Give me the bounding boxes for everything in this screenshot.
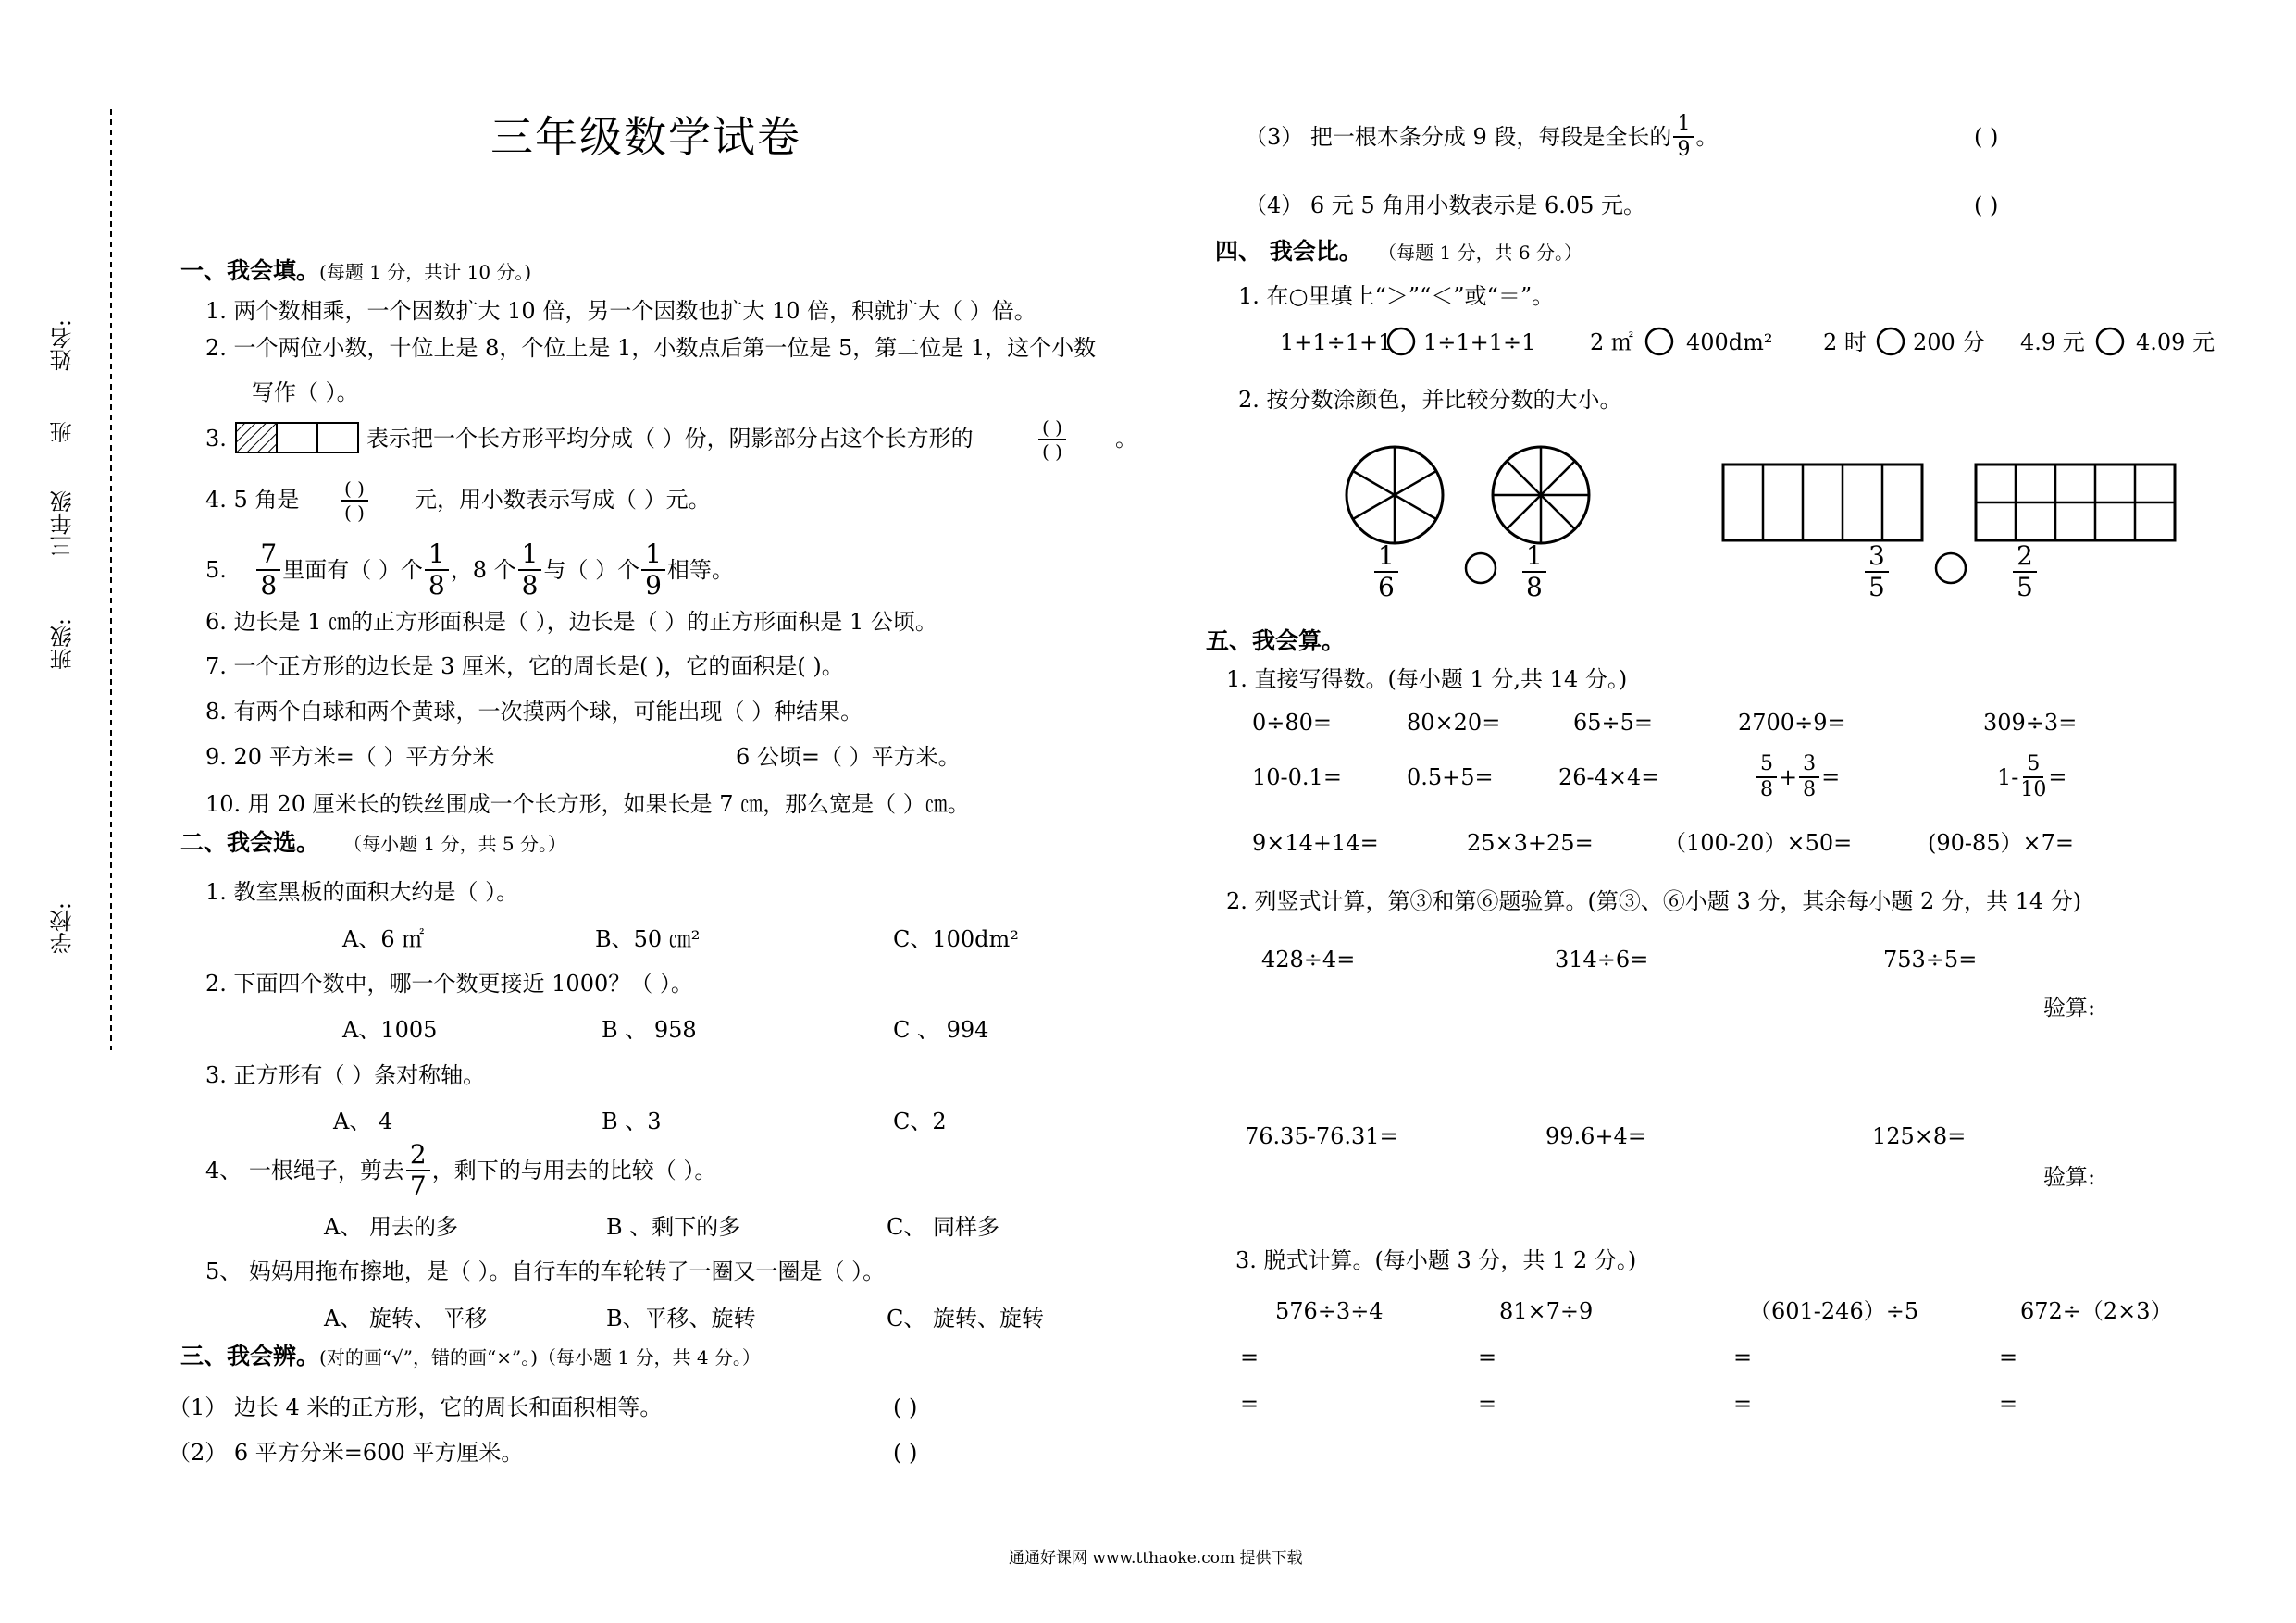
section-1-title: 一、我会填。 — [180, 257, 320, 284]
s5-q1: 1. 直接写得数。(每小题 1 分,共 14 分。) — [1226, 666, 1628, 692]
s1-q2a: 2. 一个两位小数，十位上是 8，个位上是 1，小数点后第一位是 5，第二位是 1，这个小数 — [205, 335, 1097, 361]
s5-r1-3: 2700÷9= — [1738, 710, 1846, 736]
section-1-note: (每题 1 分，共计 10 分。) — [319, 261, 532, 283]
section-2-heading — [180, 831, 566, 854]
section-4-note: （每题 1 分，共 6 分。） — [1378, 242, 1583, 264]
s5-eq-3a: = — [1733, 1344, 1753, 1370]
s5-eq-2a: = — [1478, 1344, 1497, 1370]
s5-eq-4b: = — [1999, 1391, 2018, 1417]
section-3-title: 三、我会辨。 — [180, 1343, 320, 1369]
s5-r2-1: 0.5+5= — [1407, 764, 1494, 790]
s1-q2b: 写作（ ）。 — [252, 379, 359, 405]
s1-q5: 5. 7 8 里面有（ ）个 1 8 ，8 个 1 8 与（ ）个 1 9 相等。 — [205, 539, 734, 601]
s5-v1-2: 753÷5= — [1883, 947, 1978, 973]
s4-q1: 1. 在○里填上“＞”“＜”或“＝”。 — [1238, 283, 1555, 309]
s5-t-0: 576÷3÷4 — [1275, 1298, 1384, 1324]
s1-q6: 6. 边长是 1 ㎝的正方形面积是（ ），边长是（ ）的正方形面积是 1 公顷。 — [205, 609, 937, 635]
s5-r3-2: （100-20）×50= — [1664, 830, 1853, 856]
s1-q1: 1. 两个数相乘，一个因数扩大 10 倍，另一个因数也扩大 10 倍，积就扩大（ ）倍。 — [205, 298, 1036, 324]
s3-q3-paren: ( ) — [1974, 124, 1999, 150]
s1-q3-num: 3. — [205, 426, 227, 452]
s5-r1-0: 0÷80= — [1252, 710, 1333, 736]
section-2-note: （每小题 1 分，共 5 分。） — [343, 833, 567, 855]
s3-q4-paren: ( ) — [1974, 192, 1999, 218]
s5-r3-1: 25×3+25= — [1467, 830, 1594, 856]
s1-q8: 8. 有两个白球和两个黄球，一次摸两个球，可能出现（ ）种结果。 — [205, 699, 863, 725]
side-ban-label: 班 — [50, 421, 76, 443]
s5-eq-1b: = — [1240, 1391, 1260, 1417]
s5-eq-4a: = — [1999, 1344, 2018, 1370]
compare-circle-2[interactable] — [1644, 327, 1674, 356]
s5-v1-1: 314÷6= — [1555, 947, 1649, 973]
s4-c3b: 200 分 — [1913, 329, 1985, 355]
s5-r2-2: 26-4×4= — [1558, 764, 1660, 790]
s1-q3-end: 。 — [1115, 426, 1137, 452]
s5-v2-1: 99.6+4= — [1545, 1123, 1646, 1149]
s4-fraction-1-6: $\frac{1}{6}$ — [1372, 543, 1400, 601]
s1-q7: 7. 一个正方形的边长是 3 厘米，它的周长是( )，它的面积是( )。 — [205, 653, 844, 679]
s3-q4: （4） 6 元 5 角用小数表示是 6.05 元。 — [1245, 192, 1646, 218]
s3-q2-paren: ( ) — [893, 1440, 918, 1466]
s2-q3-opt-c: C、2 — [893, 1109, 947, 1134]
s4-fraction-2-5: $\frac{2}{5}$ — [2011, 543, 2039, 601]
section-4-heading — [1215, 240, 1582, 263]
section-5-heading: 五、我会算。 — [1206, 627, 1346, 654]
s4-c1b: 1÷1+1÷1 — [1423, 329, 1536, 355]
s5-r3-0: 9×14+14= — [1252, 830, 1379, 856]
section-2-title: 二、我会选。 — [180, 829, 320, 856]
s4-c1a: 1+1÷1+1 — [1280, 329, 1393, 355]
section-1-heading — [180, 259, 531, 282]
s5-t-3: 672÷（2×3） — [2020, 1298, 2173, 1324]
s1-q3-text: 表示把一个长方形平均分成（ ）份，阴影部分占这个长方形的 — [366, 426, 974, 452]
s3-q1: （1） 边长 4 米的正方形，它的周长和面积相等。 — [168, 1394, 663, 1420]
s5-q3: 3. 脱式计算。(每小题 3 分，共 1 2 分。) — [1235, 1247, 1637, 1273]
rectangle-five-parts-figure — [1721, 463, 1925, 542]
s2-q3: 3. 正方形有（ ）条对称轴。 — [205, 1062, 486, 1088]
s4-c4a: 4.9 元 — [2020, 329, 2085, 355]
s5-r1-2: 65÷5= — [1573, 710, 1654, 736]
compare-circle-1[interactable] — [1386, 327, 1416, 356]
s2-q4-opt-c: C、 同样多 — [887, 1214, 999, 1240]
s5-v1-0: 428÷4= — [1261, 947, 1356, 973]
s2-q5: 5、 妈妈用拖布擦地，是（ ）。自行车的车轮转了一圈又一圈是（ ）。 — [205, 1258, 886, 1284]
shaded-rectangle-figure — [235, 422, 361, 453]
s3-q1-paren: ( ) — [893, 1394, 918, 1420]
s5-r3-3: (90-85）×7= — [1928, 830, 2075, 856]
pie-compare-circle[interactable] — [1464, 551, 1497, 585]
page-title: 三年级数学试卷 — [490, 112, 801, 162]
circle-eight-parts-figure — [1490, 444, 1592, 546]
side-name-label: 姓名: — [50, 319, 76, 372]
s2-q4-opt-a: A、 用去的多 — [324, 1214, 458, 1240]
s2-q1-opt-c: C、100dm² — [893, 926, 1019, 952]
s1-q3-fraction-blank: ( ) ( ) — [1036, 418, 1068, 461]
s2-q3-opt-b: B 、3 — [602, 1109, 662, 1134]
s2-q4-opt-b: B 、剩下的多 — [606, 1214, 741, 1240]
s2-q2-opt-c: C 、 994 — [893, 1017, 989, 1043]
section-3-heading — [180, 1344, 761, 1368]
s5-r1-1: 80×20= — [1407, 710, 1501, 736]
s4-c3a: 2 时 — [1823, 329, 1867, 355]
s5-r2-fractions: 5 8 + 3 8 = — [1755, 748, 1840, 807]
s1-q4-pre: 4. 5 角是 — [205, 487, 300, 513]
side-class-label: 班级: — [50, 618, 76, 671]
s2-q2: 2. 下面四个数中，哪一个数更接近 1000？（ ）。 — [205, 971, 693, 997]
s5-r2-subtract: 1- 5 10 = — [1997, 752, 2067, 801]
s4-c2a: 2 ㎡ — [1590, 329, 1633, 355]
s5-r1-4: 309÷3= — [1983, 710, 2078, 736]
s2-q5-opt-b: B、平移、旋转 — [606, 1306, 756, 1332]
s1-q4-fraction-blank: ( ) ( ) — [339, 479, 370, 522]
s2-q5-opt-c: C、 旋转、旋转 — [887, 1306, 1044, 1332]
s2-q1-opt-a: A、6 ㎡ — [342, 926, 425, 952]
s2-q1: 1. 教室黑板的面积大约是（ ）。 — [205, 879, 519, 905]
s5-t-2: （601-246）÷5 — [1749, 1298, 1919, 1324]
footer-credit: 通通好课网 www.tthaoke.com 提供下载 — [1009, 1549, 1303, 1567]
s2-q2-opt-b: B 、 958 — [602, 1017, 697, 1043]
s1-q9b: 6 公顷=（ ）平方米。 — [736, 744, 961, 770]
s2-q5-opt-a: A、 旋转、 平移 — [324, 1306, 488, 1332]
s4-fraction-1-8: $\frac{1}{8}$ — [1520, 543, 1548, 601]
s5-v2-2: 125×8= — [1872, 1123, 1967, 1149]
rect-compare-circle[interactable] — [1934, 551, 1967, 585]
s5-t-1: 81×7÷9 — [1499, 1298, 1594, 1324]
section-3-note: (对的画“√”，错的画“×”。)（每小题 1 分，共 4 分。） — [319, 1346, 761, 1369]
s5-check-1: 验算: — [2043, 995, 2096, 1021]
s2-q2-opt-a: A、1005 — [342, 1017, 438, 1043]
s1-q9a: 9. 20 平方米=（ ）平方分米 — [205, 744, 495, 770]
s5-eq-2b: = — [1478, 1391, 1497, 1417]
s1-q4-post: 元，用小数表示写成（ ）元。 — [415, 487, 711, 513]
s1-q10: 10. 用 20 厘米长的铁丝围成一个长方形，如果长是 7 ㎝，那么宽是（ ）㎝。 — [205, 791, 970, 817]
s2-q1-opt-b: B、50 ㎝² — [595, 926, 701, 952]
s2-q3-opt-a: A、 4 — [333, 1109, 393, 1134]
s3-q3: （3） 把一根木条分成 9 段，每段是全长的 1 9 。 — [1245, 112, 1719, 161]
s4-fraction-3-5: $\frac{3}{5}$ — [1863, 543, 1891, 601]
compare-circle-3[interactable] — [1876, 327, 1905, 356]
s5-q2: 2. 列竖式计算，第③和第⑥题验算。(第③、⑥小题 3 分，其余每小题 2 分，共 14 分) — [1226, 888, 2082, 914]
s5-r2-0: 10-0.1= — [1252, 764, 1342, 790]
circle-six-parts-figure — [1344, 444, 1446, 546]
s4-c4b: 4.09 元 — [2136, 329, 2215, 355]
s3-q2: （2） 6 平方分米=600 平方厘米。 — [168, 1440, 524, 1466]
compare-circle-4[interactable] — [2095, 327, 2125, 356]
s4-q2: 2. 按分数涂颜色，并比较分数的大小。 — [1238, 387, 1622, 413]
section-4-title: 四、 我会比。 — [1215, 238, 1362, 265]
s5-v2-0: 76.35-76.31= — [1245, 1123, 1398, 1149]
s2-q4: 4、 一根绳子，剪去 2 7 ，剩下的与用去的比较（ ）。 — [205, 1139, 717, 1201]
rectangle-ten-parts-figure — [1974, 463, 2178, 542]
s5-check-2: 验算: — [2043, 1164, 2096, 1190]
side-school-label: 学校: — [50, 902, 76, 955]
s4-c2b: 400dm² — [1686, 329, 1773, 355]
side-grade-label: 三年级 — [50, 490, 76, 557]
s5-eq-3b: = — [1733, 1391, 1753, 1417]
s5-eq-1a: = — [1240, 1344, 1260, 1370]
